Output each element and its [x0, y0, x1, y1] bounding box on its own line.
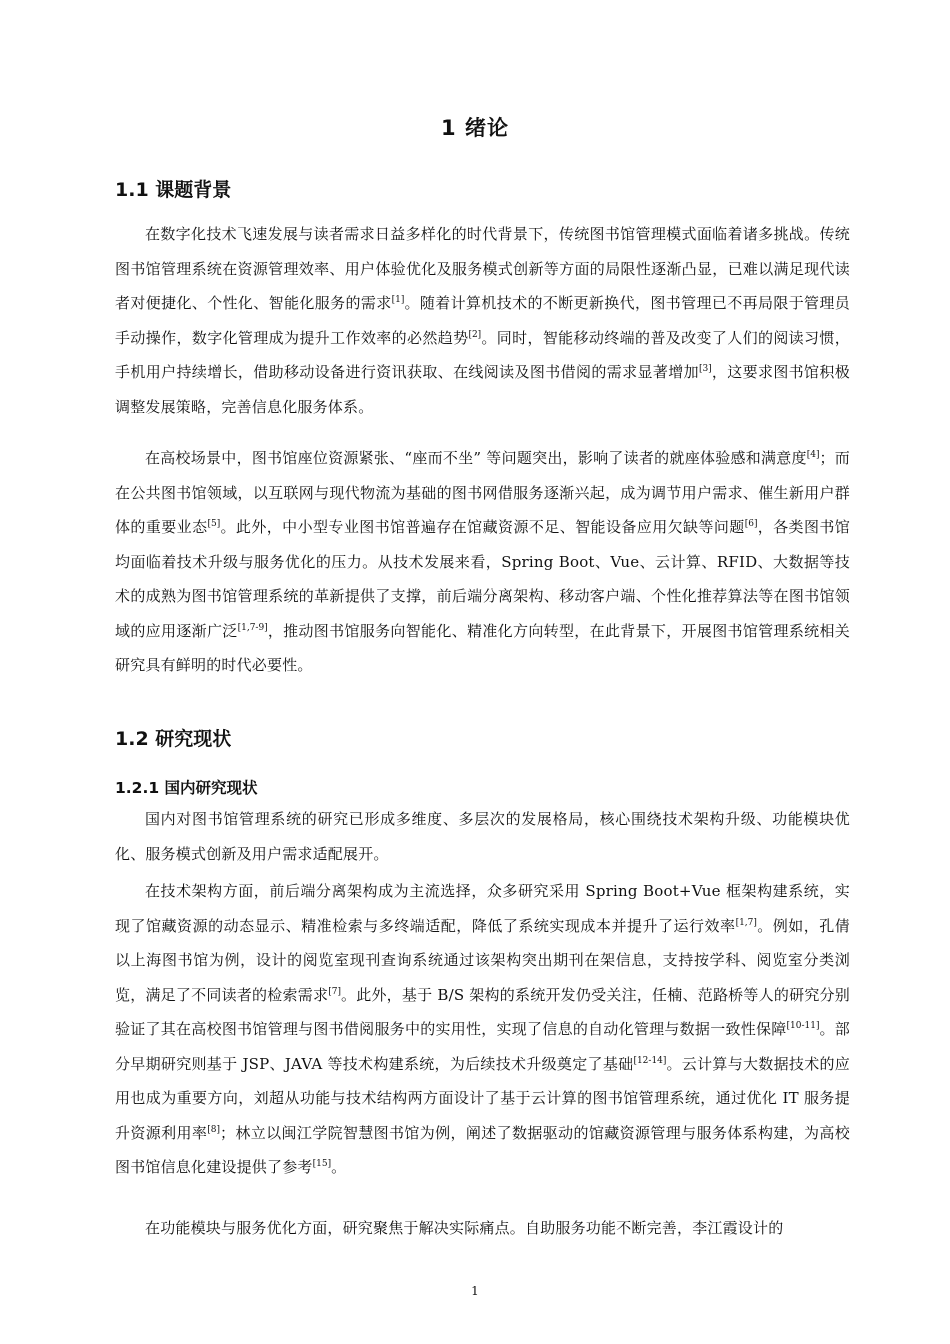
paragraph-text: 国内对图书馆管理系统的研究已形成多维度、多层次的发展格局，核心围绕技术架构升级、功能模块优化、服务模式创新及用户需求适配展开。 [115, 810, 850, 863]
section-heading-background: 1.1 课题背景 [115, 179, 232, 201]
citation-marker: [7] [328, 986, 341, 997]
citation-marker: [1,7] [735, 917, 757, 928]
citation-marker: [5] [207, 519, 221, 529]
paragraph-text: 在技术架构方面，前后端分离架构成为主流选择，众多研究采用 Spring Boot+Vue 框架构建系统，实现了馆藏资源的动态显示、精准检索与多终端适配，降低了系统实现成本并提升了运行效率 [115, 882, 850, 935]
paragraph-text: 。随着计算机技术的不断更新换代，图书管理已不再局限于管理员手动操作，数字化管理成为提升工作效率的必然趋势 [115, 294, 850, 347]
paragraph-text: 。部分早期研究则基于 JSP、JAVA 等技术构建系统，为后续技术升级奠定了基础 [115, 1020, 850, 1073]
paragraph [115, 217, 850, 424]
page-number: 1 [471, 1284, 479, 1298]
citation-marker: [2] [468, 329, 482, 340]
paragraph-text: 。此外，基于 B/S 架构的系统开发仍受关注，任楠、范路桥等人的研究分别验证了其在高校图书馆管理与图书借阅服务中的实用性，实现了信息的自动化管理与数据一致性保障 [115, 985, 850, 1038]
paragraph-text: 在高校场景中，图书馆座位资源紧张、“座而不坐” 等问题突出，影响了读者的就座体验感和满意度 [145, 449, 807, 467]
section-heading-research-status: 1.2 研究现状 [115, 728, 232, 750]
paragraph-text: 在数字化技术飞速发展与读者需求日益多样化的时代背景下，传统图书馆管理模式面临着诸多挑战。传统图书馆管理系统在资源管理效率、用户体验优化及服务模式创新等方面的局限性逐渐凸显，已难以满足现代读者对便捷化、个性化、智能化服务的需求 [115, 225, 850, 312]
paragraph-text: 在功能模块与服务优化方面，研究聚焦于解决实际痛点。自助服务功能不断完善，李江霞设计的 [145, 1219, 784, 1237]
citation-marker: [3] [698, 364, 712, 374]
citation-marker: [8] [207, 1124, 220, 1135]
paragraph-text: ，这要求图书馆积极调整发展策略，完善信息化服务体系。 [115, 363, 850, 416]
paragraph [115, 441, 850, 683]
citation-marker: [12-14] [633, 1055, 667, 1066]
paragraph [115, 802, 850, 871]
paragraph-text: 。此外，中小型专业图书馆普遍存在馆藏资源不足、智能设备应用欠缺等问题 [220, 518, 745, 536]
paragraph-text: 。例如，孔倩以上海图书馆为例，设计的阅览室现刊查询系统通过该架构突出期刊在架信息，支持按学科、阅览室分类浏览，满足了不同读者的检索需求 [115, 916, 850, 1004]
paragraph-text: 。云计算与大数据技术的应用也成为重要方向，刘超从功能与技术结构两方面设计了基于云计算的图书馆管理系统，通过优化 IT 服务提升资源利用率 [115, 1054, 850, 1142]
paragraph-text: ；林立以闽江学院智慧图书馆为例，阐述了数据驱动的馆藏资源管理与服务体系构建，为高校图书馆信息化建设提供了参考 [115, 1123, 850, 1176]
paragraph-text: ，推动图书馆服务向智能化、精准化方向转型，在此背景下，开展图书馆管理系统相关研究具有鲜明的时代必要性。 [115, 621, 850, 674]
paragraph-text: ，各类图书馆均面临着技术升级与服务优化的压力。从技术发展来看，Spring Boot、Vue、云计算、RFID、大数据等技术的成熟为图书馆管理系统的革新提供了支撑，前后端分离架构、移动客户端、个性化推荐算法等在图书馆领域的应用逐渐广泛 [115, 518, 850, 640]
paragraph [115, 1211, 850, 1246]
paragraph-text: 。 [331, 1158, 347, 1176]
paragraph-text: 。同时，智能移动终端的普及改变了人们的阅读习惯，手机用户持续增长，借助移动设备进行资讯获取、在线阅读及图书借阅的需求显著增加 [115, 328, 850, 381]
paragraph [115, 874, 850, 1185]
citation-marker: [15] [312, 1159, 332, 1169]
citation-marker: [1,7-9] [237, 622, 268, 633]
subsection-heading-domestic-research: 1.2.1 国内研究现状 [115, 779, 258, 797]
paragraph-text: ；而在公共图书馆领域，以互联网与现代物流为基础的图书网借服务逐渐兴起，成为调节用户需求、催生新用户群体的重要业态 [115, 449, 851, 536]
citation-marker: [6] [744, 519, 758, 529]
citation-marker: [4] [806, 450, 820, 460]
chapter-title: 1 绪论 [441, 116, 509, 140]
citation-marker: [1] [391, 295, 405, 305]
citation-marker: [10-11] [786, 1021, 820, 1031]
